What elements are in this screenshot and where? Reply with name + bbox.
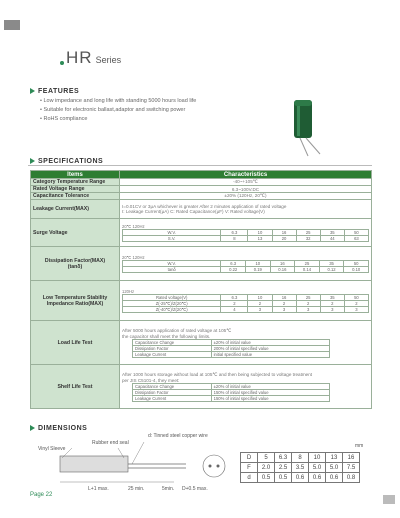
lts-table [122,294,369,313]
triangle-icon [30,158,35,164]
cell: 16 [270,260,295,266]
dimension-table [240,452,360,483]
cell: 0.16 [270,266,295,272]
row-label: Low Temperature Stability Impedance Ratio(MAX) [31,281,120,321]
col-header-characteristics: Characteristics [120,171,372,179]
limits-table [132,383,330,402]
cell: 0.12 [319,266,344,272]
row-label: Leakage Current(MAX) [31,200,120,219]
cell: S.V. [123,235,221,241]
cell: 2 [296,300,320,306]
dimensions-heading: DIMENSIONS [30,425,87,432]
spec-table [30,170,372,409]
cell: 25 [295,260,320,266]
test-intro: After 5000 hours application of rated voltage at 105℃ [122,327,232,333]
label-rubber: Rubber end seal [92,440,129,446]
cell: Capacitance Change [133,383,212,389]
cell: 0.22 [221,266,246,272]
triangle-icon [30,425,35,431]
row-value [120,219,372,247]
leakage-line: I=0.01CV or 3μA whichever is greater After 2 minutes application of rated voltage [122,204,287,209]
cell: 200% of initial specified value [211,345,329,351]
row-value [120,365,372,409]
feature-item: • Suitable for electronic ballast,adaptor and switching power [40,107,186,113]
cell: 50 [344,294,368,300]
cell: 20 [272,235,296,241]
cell: 3 [320,306,344,312]
row-value: -40~+105℃ [120,179,372,186]
label-wire: d: Tinned steel copper wire [148,433,208,439]
cell: 16 [272,294,296,300]
feature-item: • Low impedance and long life with standing 5000 hours load life [40,98,197,104]
cell: ±20% of initial value [211,339,329,345]
cell: 2 [272,300,296,306]
row-value: ±20% (120Hz, 20℃) [120,193,372,200]
cell: 0.6 [309,473,326,483]
row-label: Shelf Life Test [31,365,120,409]
cell: 10 [309,453,326,463]
cell: Capacitance Change [133,339,212,345]
label-sleeve: Vinyl Sleeve [38,446,66,452]
cell: 6.3 [275,453,292,463]
cell: 0.10 [344,266,369,272]
cell: 150% of initial specified value [211,389,329,395]
cell: 0.14 [295,266,320,272]
row-value [120,200,372,219]
cell: 2.5 [275,463,292,473]
row-label: Load Life Test [31,321,120,365]
cell: 5.0 [326,463,343,473]
cell: 8 [221,235,248,241]
label-length: L+1 max. [88,486,109,492]
test-intro: After 1000 hours storage without load at 105℃ and then being subjected to voltage treatment [122,371,313,377]
cell: 10 [245,260,270,266]
cell: 0.5 [258,473,275,483]
cell: D [241,453,258,463]
cell: 10 [248,294,272,300]
series-title: HR Series [66,48,122,67]
cell: 16 [343,453,360,463]
cell: 4 [221,306,248,312]
cell: 2 [344,300,368,306]
cell: 2 [320,300,344,306]
cell: ±20% of initial value [211,383,329,389]
corner-mark [4,20,20,30]
cell: 63 [344,235,368,241]
cell: Dissipation Factor [133,345,212,351]
label-25min: 25 min. [128,486,145,492]
cell: 0.6 [292,473,309,483]
leakage-line: I: Leakage Current(μA) C: Rated Capacitance(μF) V: Rated voltage(V) [122,209,265,214]
page-number: Page 22 [30,492,53,498]
cell: 3 [296,306,320,312]
cell: 10 [248,229,272,235]
cell: Z(-25℃)/Z(20℃) [123,300,221,306]
limits-table [132,339,330,358]
cell: 35 [320,294,344,300]
cell: 50 [344,229,368,235]
row-label: Surge Voltage [31,219,120,247]
unit-label: mm [355,443,364,449]
cell: 2 [248,300,272,306]
col-header-items: Items [31,171,120,179]
condition: 20℃ 120Hz [122,223,145,229]
divider [28,165,372,166]
surge-table [122,229,369,242]
cell: 150% of initial specified value [211,395,329,401]
cell: 0.6 [326,473,343,483]
row-value: 6.3~100V.DC [120,186,372,193]
row-value [120,247,372,281]
label-5min: 5min. [162,486,175,492]
cell: 32 [296,235,320,241]
cell: W.V. [123,260,221,266]
cell: 7.5 [343,463,360,473]
cell: 6.3 [221,229,248,235]
test-intro: per JIS C5101-4, they meet: [122,377,180,383]
row-label: Dissipation Factor(MAX) (tanδ) [31,247,120,281]
cell: 25 [296,229,320,235]
row-label: Category Temperature Range [31,179,120,186]
cell: 0.19 [245,266,270,272]
cell: 13 [248,235,272,241]
cell: 35 [319,260,344,266]
cell: 25 [296,294,320,300]
cell: 3 [344,306,368,312]
cell: 6.3 [221,260,246,266]
feature-item: • RoHS compliance [40,116,88,122]
features-heading: FEATURES [30,88,79,95]
condition: 20℃ 120Hz [122,254,145,260]
cell: 16 [272,229,296,235]
cell: 2.0 [258,463,275,473]
cell: Rated voltage(V) [123,294,221,300]
cell: d [241,473,258,483]
specifications-heading: SPECIFICATIONS [30,158,103,165]
cell: 3 [272,306,296,312]
cell: initial specified value [211,351,329,357]
cell: 3 [248,306,272,312]
cell: 5 [258,453,275,463]
row-label: Capacitance Tolerance [31,193,120,200]
cell: 44 [320,235,344,241]
cell: 6.3 [221,294,248,300]
cell: Leakage Current [133,351,212,357]
cell: 35 [320,229,344,235]
cell: W.V. [123,229,221,235]
cell: 0.5 [275,473,292,483]
cell: 8 [292,453,309,463]
cell: 50 [344,260,369,266]
cell: Dissipation Factor [133,389,212,395]
cell: F [241,463,258,473]
triangle-icon [30,88,35,94]
df-table [122,260,369,273]
row-value [120,321,372,365]
row-label: Rated Voltage Range [31,186,120,193]
label-diameter: D+0.5 max. [182,486,208,492]
cell: 3.5 [292,463,309,473]
title-bullet [60,61,64,65]
cell: tanδ [123,266,221,272]
capacitor-image [290,98,334,158]
cell: Leakage Current [133,395,212,401]
condition: 120Hz [122,288,135,294]
cell: 0.8 [343,473,360,483]
cell: 2 [221,300,248,306]
cell: Z(-40℃)/Z(20℃) [123,306,221,312]
row-value [120,281,372,321]
test-intro: the capacitor shall meet the following limits. [122,333,211,339]
cell: 13 [326,453,343,463]
page-corner-mark [383,495,395,504]
cell: 5.0 [309,463,326,473]
